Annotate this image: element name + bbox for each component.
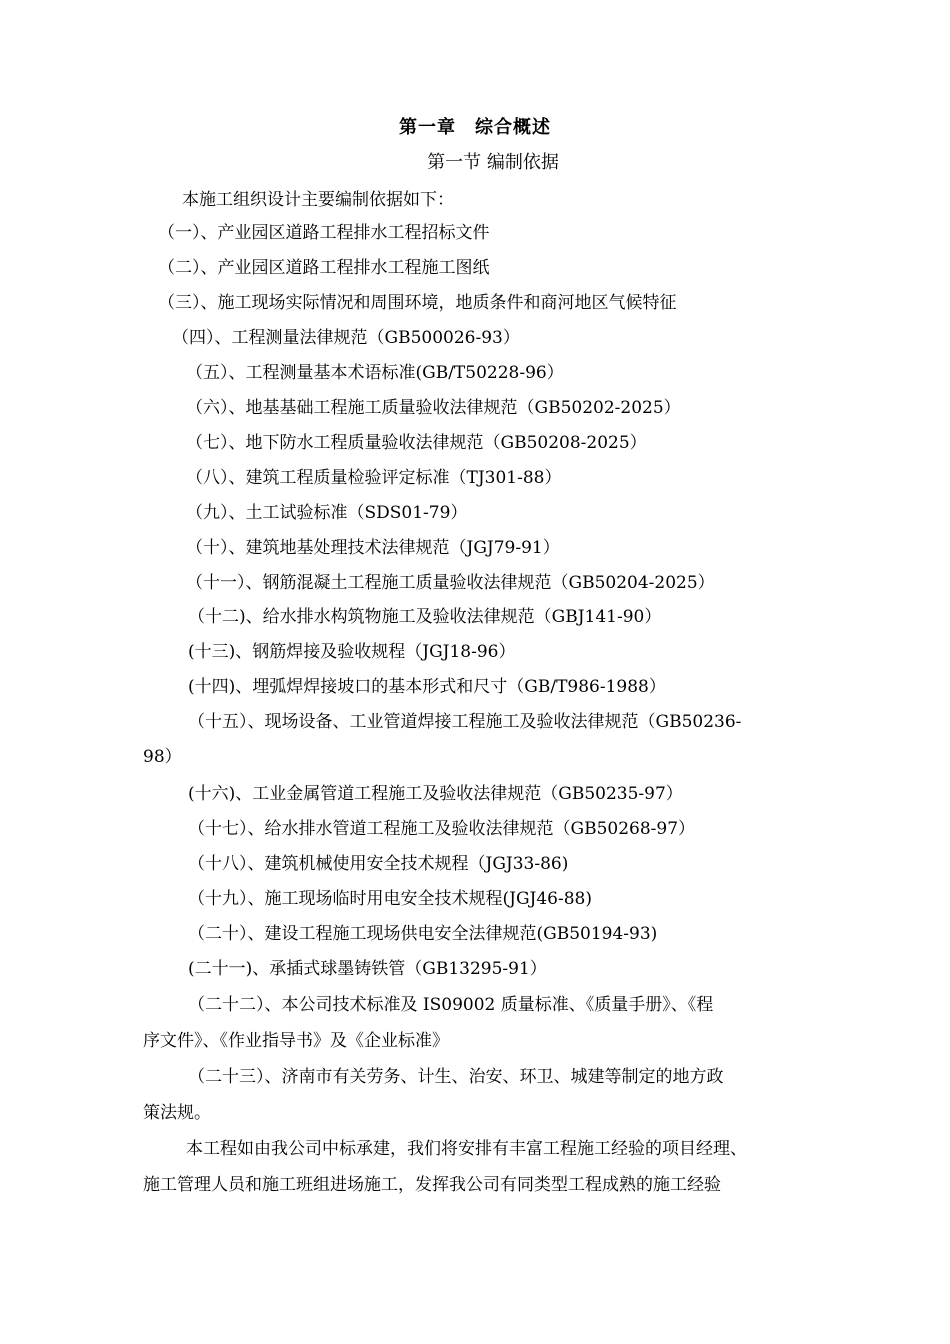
section-title: 第一节 编制依据: [427, 152, 559, 173]
basis-item: （十）、建筑地基处理技术法律规范（JGJ79-91）: [186, 538, 560, 558]
basis-item: (二十一)、承插式球墨铸铁管（GB13295-91）: [188, 959, 547, 979]
basis-item: （十二)、给水排水构筑物施工及验收法律规范（GBJ141-90）: [188, 607, 662, 627]
basis-item-continuation: 序文件》、《作业指导书》及《企业标准》: [143, 1031, 449, 1051]
basis-item: (十四)、埋弧焊焊接坡口的基本形式和尺寸（GB/T986-1988）: [188, 677, 666, 697]
basis-item: （十七）、给水排水管道工程施工及验收法律规范（GB50268-97）: [188, 819, 696, 839]
basis-item: （二十二）、本公司技术标准及 IS09002 质量标准、《质量手册》、《程: [188, 995, 714, 1015]
basis-item: （十八）、建筑机械使用安全技术规程（JGJ33-86): [188, 854, 569, 874]
basis-item: (十三)、钢筋焊接及验收规程（JGJ18-96）: [188, 642, 516, 662]
chapter-title: 第一章 综合概述: [399, 117, 551, 138]
closing-paragraph-line: 本工程如由我公司中标承建，我们将安排有丰富工程施工经验的项目经理、: [186, 1139, 747, 1159]
basis-item: （五）、工程测量基本术语标准(GB/T50228-96）: [186, 363, 564, 383]
intro-paragraph: 本施工组织设计主要编制依据如下：: [182, 190, 454, 210]
basis-item: （十九）、施工现场临时用电安全技术规程(JGJ46-88): [188, 889, 592, 909]
basis-item: （十五）、现场设备、工业管道焊接工程施工及验收法律规范（GB50236-: [188, 712, 742, 732]
basis-item: (十六)、工业金属管道工程施工及验收法律规范（GB50235-97）: [188, 784, 683, 804]
basis-item: （二十）、建设工程施工现场供电安全法律规范(GB50194-93): [188, 924, 658, 944]
closing-paragraph-line: 施工管理人员和施工班组进场施工，发挥我公司有同类型工程成熟的施工经验: [143, 1175, 721, 1195]
basis-item: （八）、建筑工程质量检验评定标准（TJ301-88）: [186, 468, 562, 488]
basis-item: （二十三）、济南市有关劳务、计生、治安、环卫、城建等制定的地方政: [188, 1067, 724, 1087]
basis-item: （一）、产业园区道路工程排水工程招标文件: [158, 223, 490, 243]
basis-item: （三）、施工现场实际情况和周围环境，地质条件和商河地区气候特征: [158, 293, 677, 313]
basis-item: （九）、土工试验标准（SDS01-79）: [186, 503, 468, 523]
basis-item-continuation: 策法规。: [143, 1103, 211, 1123]
basis-item: （四）、工程测量法律规范（GB500026-93）: [172, 328, 520, 348]
basis-item: （二）、产业园区道路工程排水工程施工图纸: [158, 258, 490, 278]
basis-item-continuation: 98）: [143, 747, 182, 767]
basis-item: （十一）、钢筋混凝土工程施工质量验收法律规范（GB50204-2025）: [186, 573, 715, 593]
basis-item: （七）、地下防水工程质量验收法律规范（GB50208-2025）: [186, 433, 647, 453]
basis-item: （六）、地基基础工程施工质量验收法律规范（GB50202-2025）: [186, 398, 681, 418]
